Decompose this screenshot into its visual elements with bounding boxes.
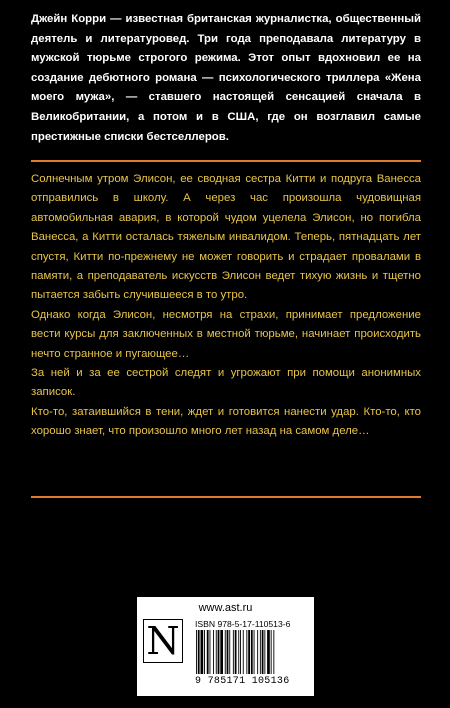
barcode-bar [273,630,274,674]
book-blurb [31,170,421,442]
barcode-bar [257,630,258,674]
barcode-bar [254,630,255,674]
barcode-number: 9 785171 105136 [195,676,290,687]
barcode-bar [218,630,220,674]
divider-bottom [31,496,421,498]
barcode-bar [238,630,239,674]
barcode-bar [262,630,264,674]
isbn-text: ISBN 978-5-17-110513-6 [195,619,291,629]
barcode-bar [260,630,261,674]
barcode-bar [243,630,244,674]
barcode-bar [246,630,247,674]
barcode-bar [267,630,270,674]
barcode-bar [207,630,209,674]
barcode-bar [233,630,234,674]
blurb-paragraph: Солнечным утром Элисон, ее сводная сестра Китти и подруга Ванесса отправились в школу. А через час произошла чудовищная автомобильная авария, в которой чудом уцелела Элисон, но погибла Ванесса, а Китти осталась тяжелым инвалидом. Теперь, пятнадцать лет спустя, Китти по-прежнему не может говорить и страдает провалами в памяти, а преподаватель искусств Элисон ведет тихую жизнь и тщетно пытается забыть случившееся в то утро. [31,173,421,302]
barcode-bar [225,630,226,674]
barcode-bar [229,630,230,674]
barcode-bar [264,630,265,674]
barcode-bar [201,630,204,674]
barcode-bar [248,630,250,674]
barcode-bar [235,630,237,674]
barcode-bars [195,630,307,674]
blurb-paragraph: За ней и за ее сестрой следят и угрожают при помощи анонимных записок. [31,367,421,399]
barcode-bar [251,630,253,674]
blurb-paragraph: Кто-то, затаившийся в тени, ждет и готовится нанести удар. Кто-то, кто хорошо знает, что произошло много лет назад на самом деле… [31,405,421,438]
publisher-url: www.ast.ru [198,602,253,614]
barcode-bar [220,630,223,674]
barcode-bar [213,630,214,674]
publisher-logo: N [143,619,183,663]
divider-top [31,160,421,162]
barcode-bar [198,630,200,674]
author-bio: Джейн Корри — известная британская журналистка, общественный деятель и литературовед. Три года преподавала литературу в мужской тюрьме строгого режима. Этот опыт вдохновил ее на создание дебютного романа — психологического триллера «Жена моего мужа», — ставшего настоящей сенсацией сначала в Великобритании, а потом и в США, где он возглавил самые престижные списки бестселлеров. [31,13,421,143]
barcode-bar [210,630,211,674]
barcode-bar [216,630,217,674]
barcode-bar [271,630,272,674]
barcode-bar [240,630,241,674]
barcode-bar [227,630,229,674]
barcode-bar [196,630,197,674]
barcode-panel [137,597,314,696]
barcode-bar [204,630,205,674]
blurb-paragraph: Однако когда Элисон, несмотря на страхи, принимает предложение вести курсы для заключенных в местной тюрьме, начинает происходить нечто странное и пугающее… [31,308,421,360]
